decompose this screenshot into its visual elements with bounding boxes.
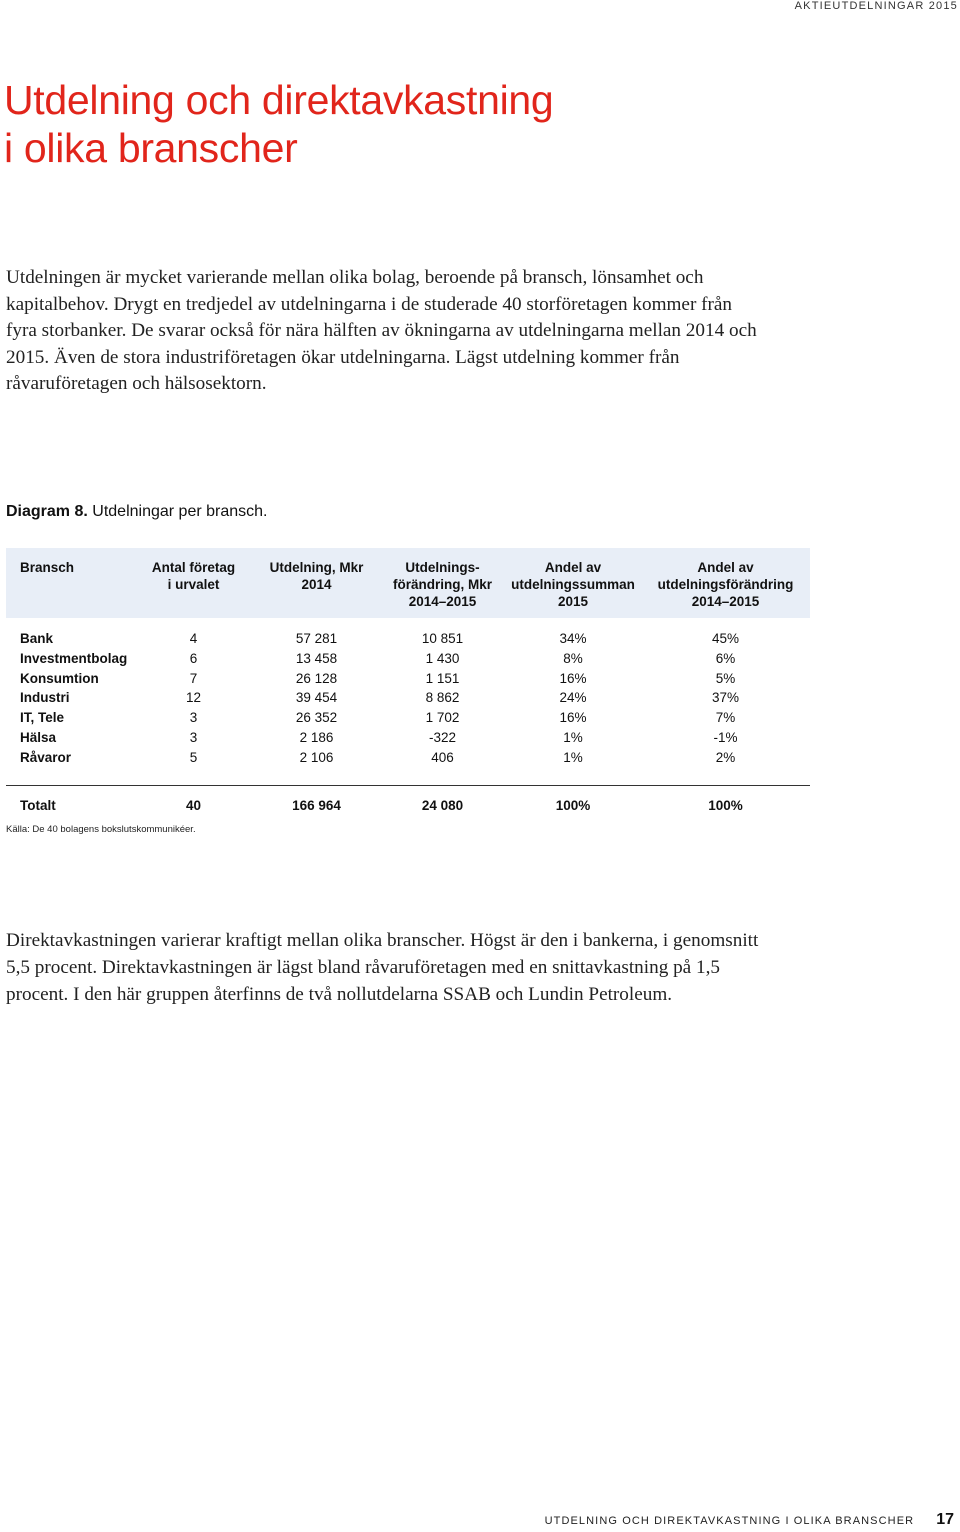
page-footer <box>545 1511 954 1529</box>
table-cell: 40 <box>134 785 253 821</box>
table-cell: 37% <box>711 690 740 706</box>
sector-name: Industri <box>20 690 70 706</box>
source-note: Källa: De 40 bolagens bokslutskommunikéer. <box>6 824 196 835</box>
table-row <box>6 728 810 748</box>
table-cell: 4 <box>189 631 198 646</box>
table-cell: 13 458 <box>295 650 338 666</box>
table-cell: 26 128 <box>295 670 338 686</box>
table-row <box>6 669 810 689</box>
column-header: Bransch <box>20 560 75 575</box>
table-cell: 8 862 <box>425 690 460 706</box>
table-cell: 1 430 <box>425 650 460 666</box>
intro-paragraph: Utdelningen är mycket varierande mellan olika bolag, beroende på bransch, lönsamhet och kapitalbehov. Drygt en tredjedel av utdelningarna i de studerade 40 storföretagen kommer från fyra storbanker. De svarar också för nära hälften av ökningarna av utdelningarna mellan 2014 och 2015. Även de stora industriföretagen ökar utdelningarna. Lägst utdelning kommer från råvaruföretagen och hälsosektorn. <box>6 267 757 395</box>
conclusion-paragraph: Direktavkastningen varierar kraftigt mellan olika branscher. Högst är den i bankerna, i genomsnitt 5,5 procent. Direktavkastningen är lägst bland råvaruföretagen med en snittavkastning på 1,5 procent. I den här gruppen återfinns de två nollutdelarna SSAB och Lundin Petroleum. <box>6 930 759 1005</box>
table-cell: 12 <box>185 690 202 706</box>
table-cell: 57 281 <box>295 631 338 646</box>
table-cell: 24 080 <box>380 785 505 821</box>
table-cell: 6 <box>189 650 198 666</box>
table-row <box>6 649 810 669</box>
table-cell: -1% <box>713 729 738 745</box>
table-cell: 24% <box>559 690 587 706</box>
table-cell: 10 851 <box>421 631 464 646</box>
table-cell: 26 352 <box>295 710 338 726</box>
sector-name: Bank <box>20 631 54 646</box>
column-header: Utdelnings- förändring, Mkr 2014–2015 <box>392 560 492 609</box>
table-row <box>6 688 810 708</box>
column-header: Antal företag i urvalet <box>151 560 236 592</box>
table-cell: 1 702 <box>425 710 460 726</box>
dividend-by-sector-table <box>6 548 810 821</box>
table-cell: -322 <box>428 729 457 745</box>
diagram-label: Diagram 8. <box>6 503 88 520</box>
table-cell: 7 <box>189 670 198 686</box>
table-cell: 5% <box>715 670 736 686</box>
column-header: Utdelning, Mkr 2014 <box>269 560 364 592</box>
table-cell: 34% <box>559 631 587 646</box>
table-cell: 100% <box>641 785 810 821</box>
table-cell: 2 106 <box>299 749 334 765</box>
page-number: 17 <box>936 1511 954 1528</box>
table-cell: 3 <box>189 710 198 726</box>
table-cell: 45% <box>711 631 740 646</box>
table-cell: 2 186 <box>299 729 334 745</box>
table-cell: 1% <box>563 749 583 765</box>
table-cell: 1% <box>563 729 583 745</box>
table-cell: 166 964 <box>253 785 380 821</box>
sector-name: Investmentbolag <box>20 650 128 666</box>
table-cell: 1 151 <box>425 670 460 686</box>
column-header: Andel av utdelningsförändring 2014–2015 <box>657 560 794 609</box>
table-cell: 2% <box>715 749 736 765</box>
sector-name: Råvaror <box>20 749 72 765</box>
table-cell: 16% <box>559 710 587 726</box>
footer-section-title: UTDELNING OCH DIREKTAVKASTNING I OLIKA BRANSCHER <box>544 1515 915 1527</box>
table-cell: Totalt <box>6 785 134 821</box>
sector-name: Hälsa <box>20 729 57 745</box>
table-row <box>6 629 810 649</box>
column-header: Andel av utdelningssumman 2015 <box>511 560 635 609</box>
table-cell: 406 <box>431 749 454 765</box>
table-cell: 8% <box>563 650 583 666</box>
sector-name: Konsumtion <box>20 670 99 686</box>
table-cell: 7% <box>715 710 736 726</box>
diagram-caption-text: Utdelningar per bransch. <box>92 503 268 520</box>
sector-name: IT, Tele <box>20 710 65 726</box>
table-total-row <box>6 785 810 821</box>
table-cell: 6% <box>715 650 736 666</box>
table-row <box>6 708 810 728</box>
table-cell: 100% <box>505 785 641 821</box>
page-title: Utdelning och direktavkastning i olika branscher <box>4 77 554 171</box>
diagram-caption <box>6 503 267 521</box>
table-row <box>6 748 810 768</box>
table-cell: 16% <box>559 670 587 686</box>
table-cell: 5 <box>189 749 198 765</box>
table-header-row <box>6 548 810 618</box>
running-head: AKTIEUTDELNINGAR 2015 <box>794 0 958 12</box>
table-cell: 3 <box>189 729 198 745</box>
table-cell: 39 454 <box>295 690 338 706</box>
